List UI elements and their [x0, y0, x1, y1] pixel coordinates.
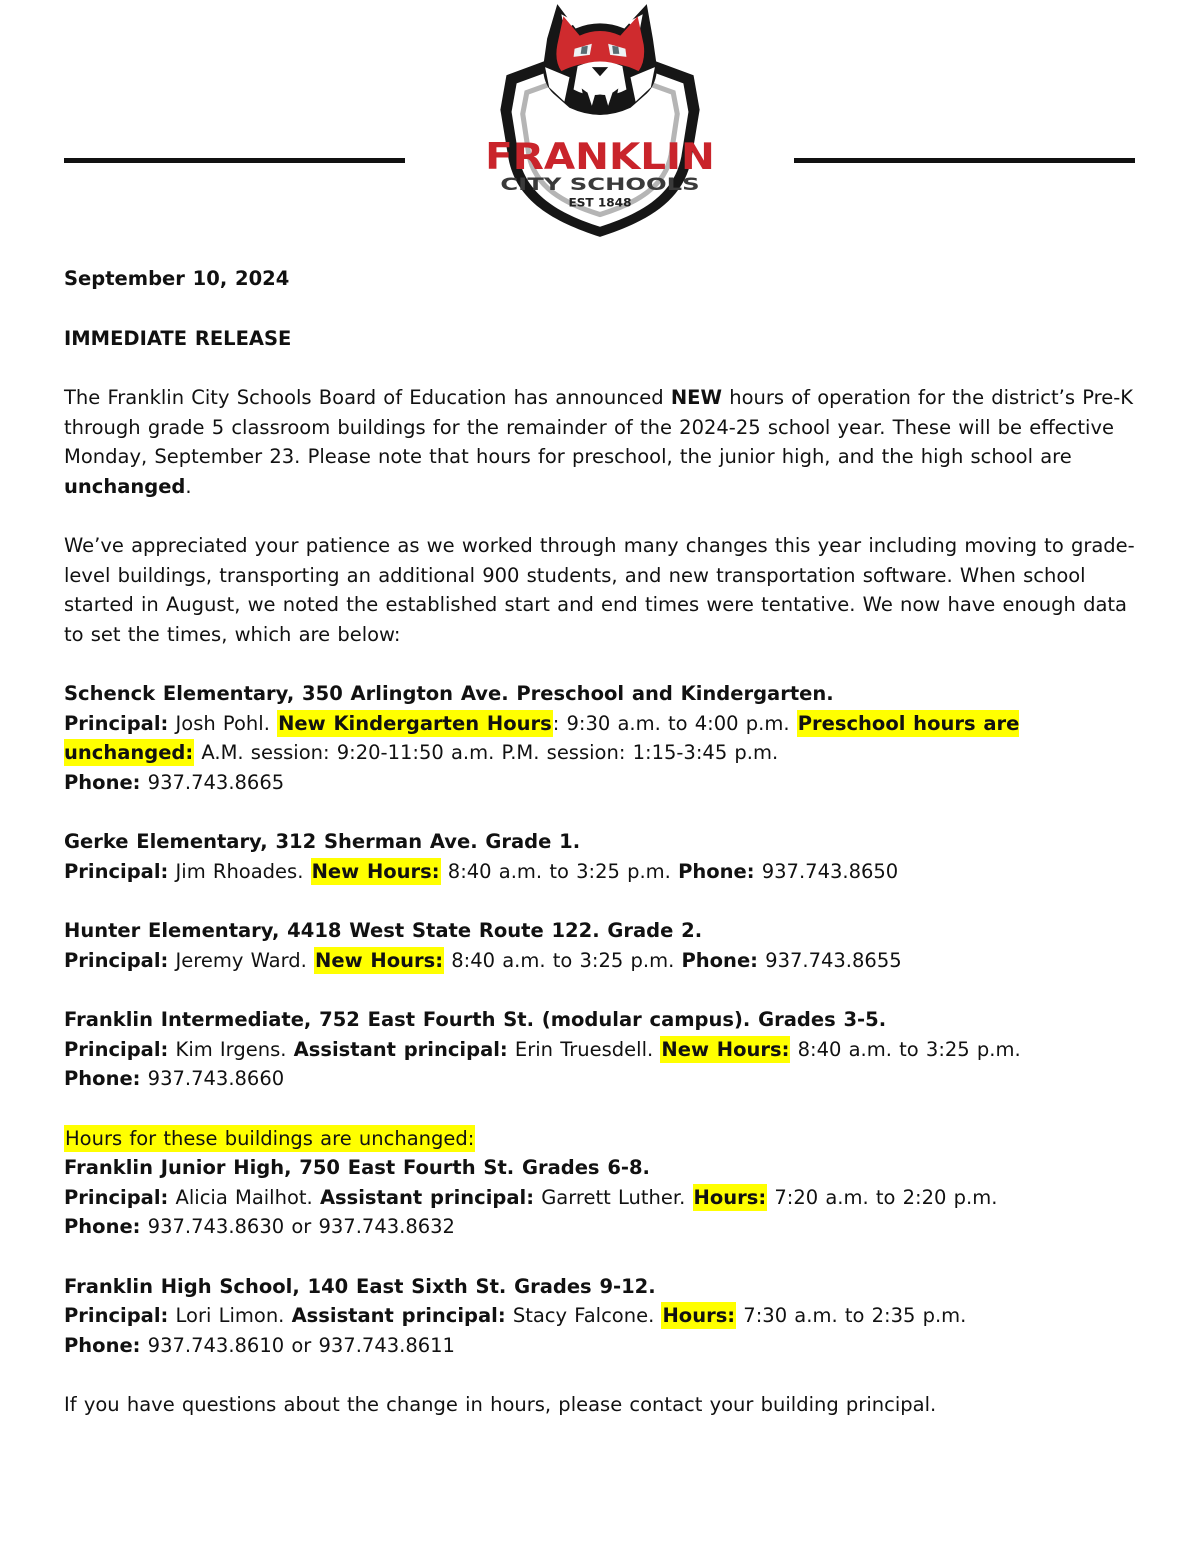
press-release-body — [0, 242, 1200, 1420]
text-segment: The Franklin City Schools Board of Education has announced — [64, 386, 671, 409]
text-segment: Lori Limon. — [168, 1304, 292, 1327]
text-line — [64, 1064, 1136, 1094]
release-text — [64, 383, 1136, 1420]
text-segment: Phone: — [64, 1067, 141, 1090]
text-segment: Hours: — [662, 1304, 736, 1327]
text-block — [64, 679, 1136, 797]
text-segment: : 9:30 a.m. to 4:00 p.m. — [552, 711, 797, 735]
text-line — [64, 1005, 1136, 1035]
text-segment: Phone: — [681, 948, 758, 972]
text-line — [64, 1124, 1136, 1154]
text-segment: Garrett Luther. — [534, 1185, 693, 1209]
text-segment: New Hours: — [315, 948, 444, 972]
text-segment: Kim Irgens. — [168, 1037, 294, 1061]
text-line — [64, 857, 1136, 887]
text-segment: Jim Rhoades. — [168, 859, 311, 883]
wildcat-shield-logo — [478, 4, 722, 240]
text-segment: Franklin High School, 140 East Sixth St. Grades 9-12. — [64, 1274, 656, 1298]
text-segment: Assistant principal: — [319, 1185, 534, 1209]
text-line — [64, 946, 1136, 976]
text-segment: hours of operation for the district’s Pre-K through grade 5 classroom buildings for the remainder of the 2024-25 school year. These will be effective Monday, September 23. Please note that hours for preschool, the junior high, and the high school are — [64, 386, 1134, 468]
text-line — [64, 1301, 1136, 1331]
text-segment: 937.743.8630 or 937.743.8632 — [140, 1215, 455, 1238]
letterhead-rule-right — [794, 158, 1135, 163]
text-segment: A.M. session: 9:20-11:50 a.m. P.M. session: 1:15-3:45 p.m. — [194, 741, 779, 764]
release-label: IMMEDIATE RELEASE — [64, 326, 292, 350]
text-line — [64, 383, 1136, 501]
logo-name-secondary: CITY SCHOOLS — [500, 175, 700, 196]
text-segment: 8:40 a.m. to 3:25 p.m. — [444, 948, 682, 972]
text-segment: 937.743.8610 or 937.743.8611 — [140, 1333, 455, 1357]
text-segment: Erin Truesdell. — [507, 1037, 661, 1061]
text-segment: New Kindergarten Hours — [278, 711, 552, 735]
text-segment: Principal: — [64, 948, 169, 972]
text-line — [64, 916, 1136, 946]
text-segment: Preschool hours are unchanged: — [64, 711, 1020, 764]
release-date: September 10, 2024 — [64, 267, 290, 290]
text-segment: If you have questions about the change in hours, please contact your building principal. — [64, 1393, 937, 1416]
text-segment: 937.743.8660 — [140, 1067, 285, 1090]
text-segment: Principal: — [64, 711, 169, 735]
text-segment: 937.743.8650 — [754, 859, 899, 883]
text-segment: Stacy Falcone. — [505, 1304, 662, 1327]
text-line — [64, 1331, 1136, 1361]
text-line — [64, 1212, 1136, 1242]
text-segment: Franklin Junior High, 750 East Fourth St. Grades 6-8. — [64, 1156, 650, 1179]
text-line — [64, 1183, 1136, 1213]
text-block — [64, 531, 1136, 649]
text-segment: Assistant principal: — [293, 1037, 508, 1061]
text-segment: Schenck Elementary, 350 Arlington Ave. Preschool and Kindergarten. — [64, 682, 834, 705]
text-segment: 937.743.8665 — [140, 770, 285, 794]
text-line — [64, 1035, 1136, 1065]
text-block — [64, 916, 1136, 975]
text-segment: Principal: — [64, 1185, 169, 1209]
district-logo — [478, 4, 722, 240]
text-line — [64, 679, 1136, 709]
text-block — [64, 1272, 1136, 1361]
text-line — [64, 531, 1136, 649]
text-segment: unchanged — [64, 474, 186, 498]
text-line — [64, 1390, 1136, 1420]
logo-name-primary: FRANKLIN — [485, 134, 715, 178]
logo-est: EST 1848 — [568, 196, 632, 210]
text-segment: 7:30 a.m. to 2:35 p.m. — [736, 1304, 967, 1327]
text-segment: We’ve appreciated your patience as we worked through many changes this year including moving to grade-level buildings, transporting an additional 900 students, and new transportation software. When school started in August, we noted the established start and end times were tentative. We now have enough data to set the times, which are below: — [64, 534, 1135, 646]
text-segment: . — [185, 474, 192, 498]
text-segment: Josh Pohl. — [168, 711, 278, 735]
text-segment: 8:40 a.m. to 3:25 p.m. — [440, 859, 679, 883]
text-segment: 8:40 a.m. to 3:25 p.m. — [790, 1037, 1021, 1061]
text-segment: Principal: — [64, 1304, 169, 1327]
text-segment: New Hours: — [311, 859, 440, 883]
text-segment: Principal: — [64, 1037, 169, 1061]
text-block — [64, 1124, 1136, 1242]
text-segment: Hours for these buildings are unchanged: — [65, 1126, 475, 1150]
text-line — [64, 709, 1136, 768]
text-segment: Assistant principal: — [291, 1304, 506, 1327]
text-segment: Principal: — [64, 859, 169, 883]
text-block — [64, 1005, 1136, 1094]
text-segment: Hours: — [693, 1185, 767, 1209]
text-line — [64, 1153, 1136, 1183]
text-segment: Phone: — [64, 1333, 141, 1357]
letterhead-rule-left — [64, 158, 405, 163]
text-segment: New Hours: — [661, 1037, 790, 1061]
text-line — [64, 768, 1136, 798]
text-segment: Alicia Mailhot. — [168, 1185, 320, 1209]
text-segment: 937.743.8655 — [757, 948, 902, 972]
text-line — [64, 1272, 1136, 1302]
text-segment: Phone: — [64, 1215, 141, 1238]
text-segment: NEW — [670, 386, 723, 409]
wildcat-head-icon — [543, 4, 657, 115]
text-block — [64, 827, 1136, 886]
text-segment: 7:20 a.m. to 2:20 p.m. — [767, 1185, 998, 1209]
text-segment: Phone: — [678, 859, 755, 883]
text-block — [64, 1390, 1136, 1420]
text-block — [64, 383, 1136, 501]
letterhead — [0, 0, 1200, 242]
text-segment: Franklin Intermediate, 752 East Fourth St. (modular campus). Grades 3-5. — [64, 1008, 887, 1031]
text-segment: Phone: — [64, 770, 141, 794]
text-segment: Hunter Elementary, 4418 West State Route 122. Grade 2. — [64, 919, 703, 942]
text-segment: Jeremy Ward. — [168, 948, 315, 972]
text-line — [64, 827, 1136, 857]
text-segment: Gerke Elementary, 312 Sherman Ave. Grade 1. — [64, 830, 581, 853]
